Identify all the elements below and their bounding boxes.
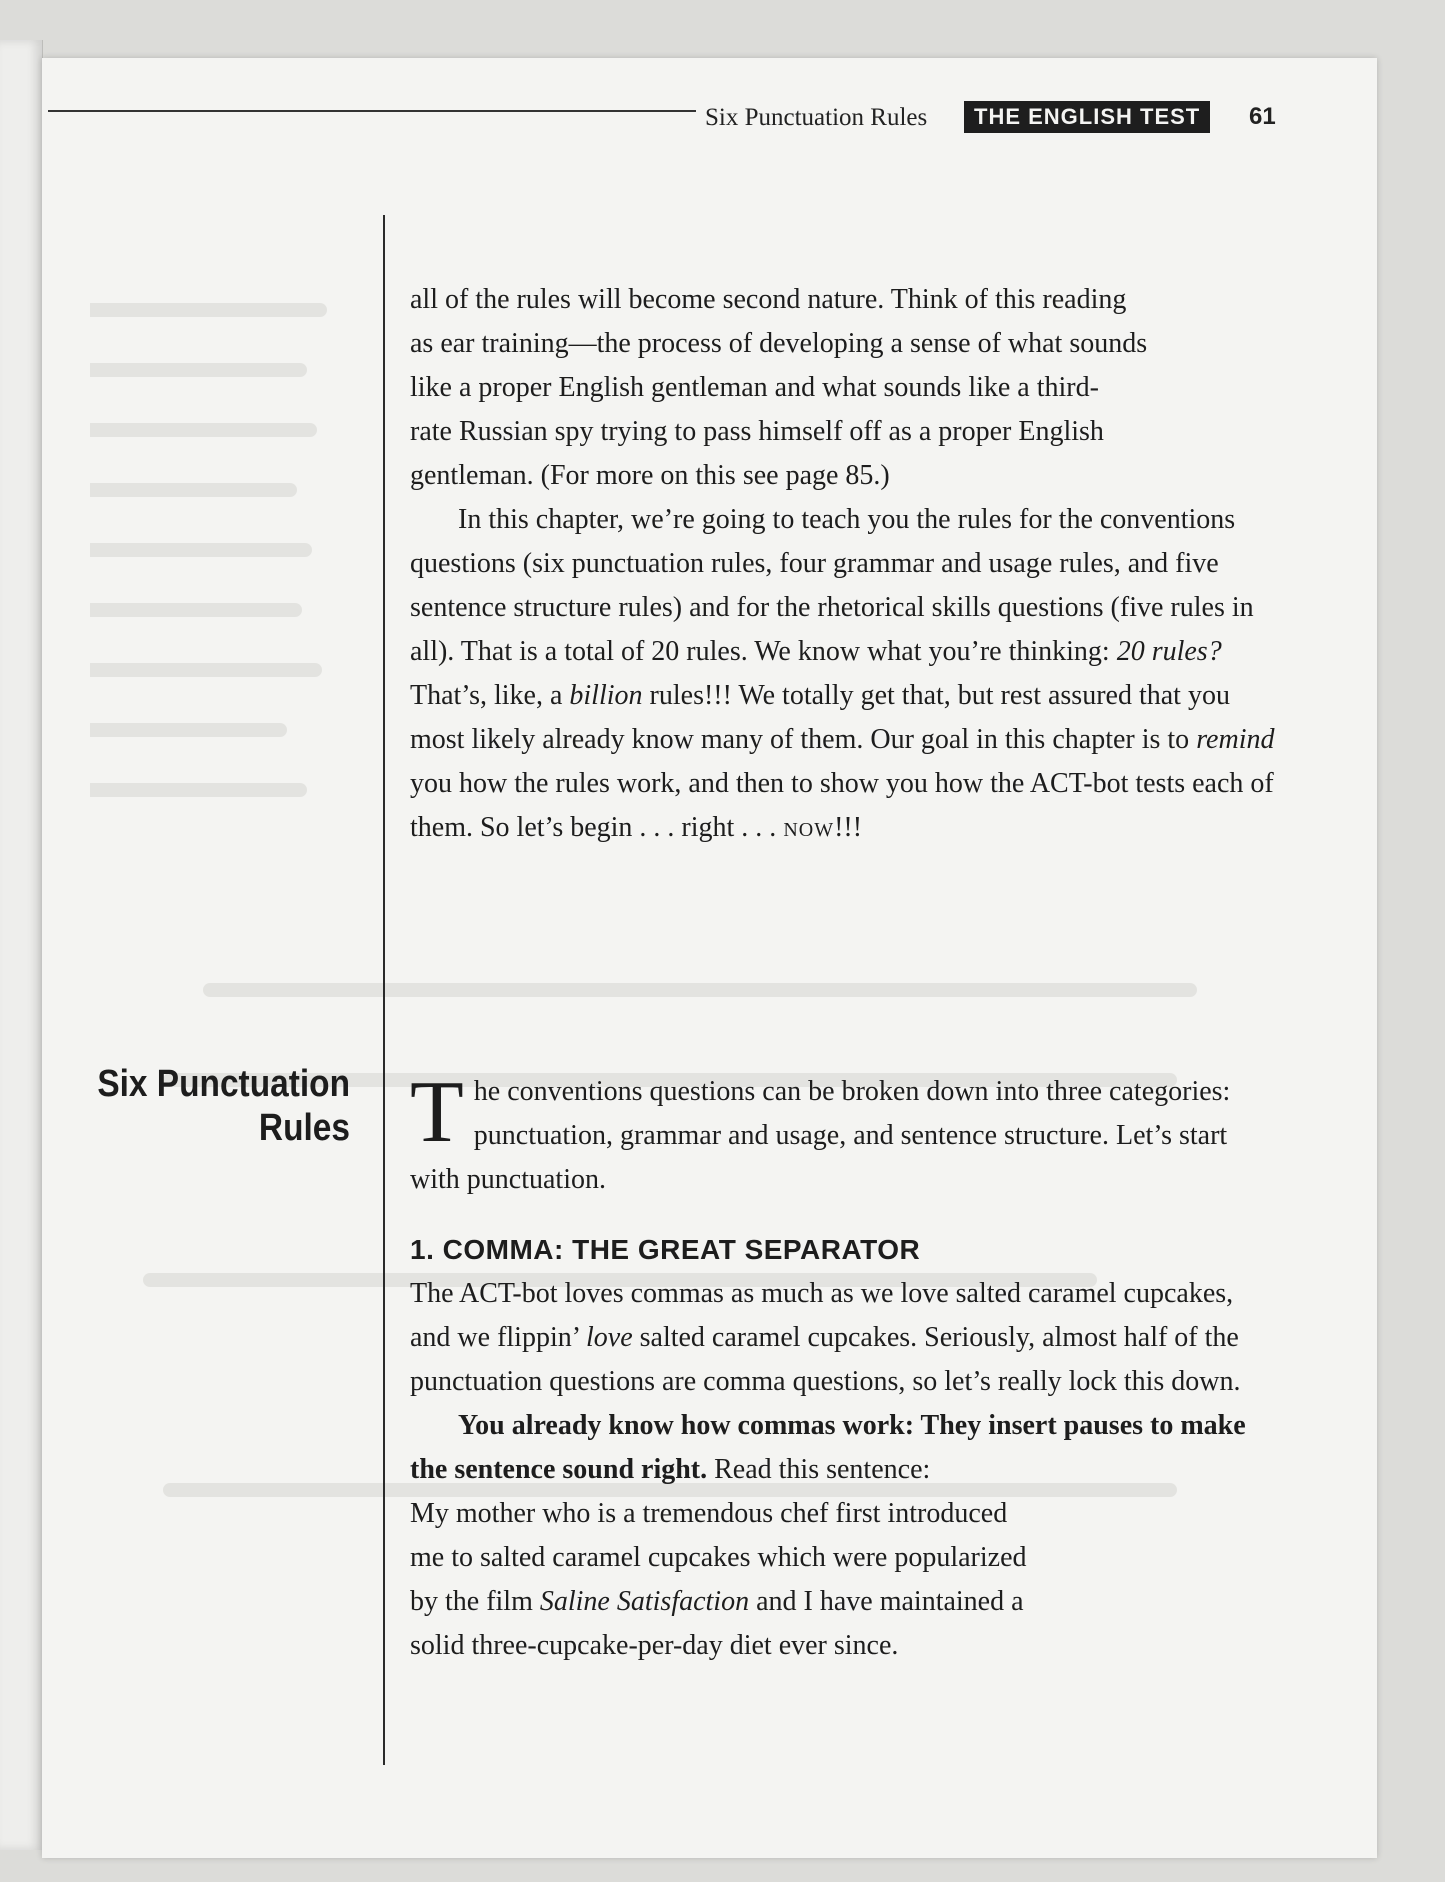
text-line: as ear training—the process of developing a sense of what sounds xyxy=(410,328,1148,359)
header-rule xyxy=(48,110,696,112)
rule-paragraph-1 xyxy=(410,1272,1260,1404)
section-badge: THE ENGLISH TEST xyxy=(964,101,1210,133)
bold-text: You already know how commas work: They insert pauses to make the sentence sound right. xyxy=(410,1410,1246,1485)
column-rule xyxy=(383,215,385,1765)
text-run: In this chapter, we’re going to teach you the rules for the conventions questions (six punctuation rules, four grammar and usage rules, and five sentence structure rules) and for the rhetorical skills questions (five rules in all). That is a total of 20 rules. We know what you’re thinking: xyxy=(410,504,1254,667)
drop-cap: T xyxy=(410,1064,464,1161)
text-run: The ACT-bot loves commas as much as we love salted caramel cupcakes, and we flippin’ xyxy=(410,1278,1234,1353)
running-title: Six Punctuation Rules xyxy=(705,104,928,131)
italic-text: 20 rules? xyxy=(1116,636,1222,667)
text-line: rate Russian spy trying to pass himself off as a proper English xyxy=(410,416,1104,447)
text-run: !!! xyxy=(834,812,863,843)
italic-text: Saline Satisfaction xyxy=(539,1586,750,1617)
italic-text: billion xyxy=(569,680,643,711)
section-body xyxy=(410,1064,1260,1668)
section-intro-paragraph xyxy=(410,1064,1260,1202)
text-line: all of the rules will become second nature. Think of this reading xyxy=(410,284,1127,315)
text-run: salted caramel cupcakes. Seriously, almost half of the punctuation questions are comma questions, so let’s really lock this down. xyxy=(410,1322,1241,1397)
text-run: My mother who is a tremendous chef first introduced me to salted caramel cupcakes which were popularized by the film xyxy=(410,1498,1027,1617)
text-run: you how the rules work, and then to show you how the ACT-bot tests each of them. So let’s begin . . . right . . . xyxy=(410,768,1274,843)
italic-text: remind xyxy=(1196,724,1275,755)
smallcaps-text: now xyxy=(783,812,835,843)
text-run: rules!!! We totally get that, but rest assured that you most likely already know many of them. Our goal in this chapter is to xyxy=(410,680,1230,755)
example-sentence xyxy=(410,1492,1030,1668)
intro-text xyxy=(410,278,1280,850)
previous-page-edge xyxy=(0,40,43,1850)
rule-paragraph-2 xyxy=(410,1404,1260,1492)
intro-paragraph-1 xyxy=(410,278,1280,498)
text-run: Read this sentence: xyxy=(707,1454,931,1485)
section-sidehead: Six Punctuation Rules xyxy=(97,1063,350,1149)
text-line: gentleman. (For more on this see page 85.) xyxy=(410,460,890,491)
text-run: and I have maintained a solid three-cupcake-per-day diet ever since. xyxy=(410,1586,1024,1661)
rule-subhead: 1. COMMA: THE GREAT SEPARATOR xyxy=(410,1234,921,1265)
italic-text: love xyxy=(585,1322,633,1353)
text-run: he conventions questions can be broken down into three categories: punctuation, grammar and usage, and sentence structure. Let’s start with punctuation. xyxy=(410,1076,1231,1195)
spacer xyxy=(410,1202,1260,1228)
intro-paragraph-2 xyxy=(410,498,1280,850)
text-run: That’s, like, a xyxy=(410,680,570,711)
text-line: like a proper English gentleman and what sounds like a third- xyxy=(410,372,1099,403)
page-number: 61 xyxy=(1249,103,1276,130)
